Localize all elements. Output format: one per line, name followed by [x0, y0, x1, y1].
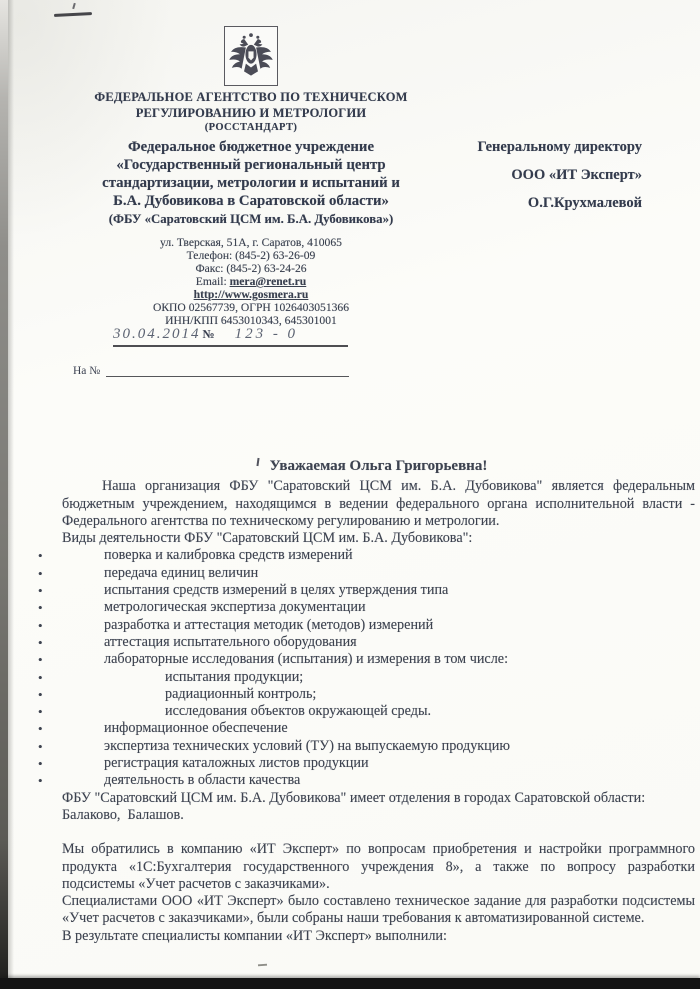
email-line	[56, 275, 446, 288]
org-short-name: (ФБУ «Саратовский ЦСМ им. Б.А. Дубовикова»)	[108, 212, 394, 226]
bullet-icon: •	[38, 548, 43, 564]
activity-text: метрологическая экспертиза документации	[104, 599, 366, 616]
activity-text: поверка и калибровка средств измерений	[104, 547, 353, 564]
addressee-company: ООО «ИТ Эксперт»	[511, 167, 642, 183]
pen-mark-dash	[54, 12, 92, 17]
letter-body	[38, 458, 695, 945]
activities-intro: Виды деятельности ФБУ "Саратовский ЦСМ им. Б.А. Дубовикова":	[62, 530, 473, 547]
activity-item	[38, 599, 695, 616]
org-name-line: «Государственный региональный центр	[116, 157, 386, 173]
activity-text: передача единиц величин	[104, 564, 259, 581]
activity-text: информационное обеспечение	[104, 720, 288, 737]
bullet-icon: •	[38, 756, 43, 772]
scan-edge-bottom	[0, 978, 700, 989]
activity-text: экспертиза технических условий (ТУ) на выпускаемую продукцию	[104, 737, 510, 754]
agency-line: РЕГУЛИРОВАНИЮ И МЕТРОЛОГИИ	[135, 105, 367, 120]
stray-scan-mark	[258, 964, 267, 967]
okpo-ogrn-line: ОКПО 02567739, ОГРН 1026403051366	[152, 301, 350, 314]
activity-item	[38, 737, 695, 755]
branches-line-2: Балаково, Балашов.	[62, 806, 184, 823]
bullet-icon: •	[38, 721, 43, 737]
scan-edge-left	[0, 0, 8, 989]
activity-item	[38, 582, 695, 599]
activity-text: радиационный контроль;	[165, 685, 317, 702]
bullet-icon: •	[38, 565, 43, 581]
incoming-reference	[73, 360, 349, 377]
reply-label: На №	[73, 365, 101, 377]
bullet-icon: •	[38, 634, 43, 650]
outgoing-date-handwritten: 30.04.2014	[113, 326, 201, 342]
bullet-icon: •	[38, 669, 43, 685]
org-name-line: Б.А. Дубовикова в Саратовской области»	[113, 193, 389, 209]
activity-text: лабораторные исследования (испытания) и измерения в том числе:	[104, 651, 509, 668]
bullet-icon: •	[38, 773, 43, 789]
paragraph-request: Мы обратились в компанию «ИТ Эксперт» по вопросам приобретения и настройки программного продукта «1С:Бухгалтерия государственного учреждения 8», а также по вопросу разработки подсистемы «Учет расчетов с заказчиками».	[62, 841, 695, 892]
fax-line: Факс: (845-2) 63-24-26	[195, 262, 307, 275]
scan-edge-left-fade	[8, 0, 14, 989]
number-sign: №	[202, 327, 215, 341]
address-line: ул. Тверская, 51А, г. Саратов, 410065	[160, 236, 342, 249]
outgoing-reference	[113, 326, 348, 347]
org-name-line: Федеральное бюджетное учреждение	[127, 139, 375, 155]
agency-name	[56, 90, 446, 134]
org-name-line: стандартизации, метрологии и испытаний и	[102, 175, 400, 191]
bullet-icon: •	[38, 617, 43, 633]
activity-text: деятельность в области качества	[104, 772, 301, 789]
activity-item	[38, 772, 695, 789]
activity-item	[38, 564, 695, 582]
branches-line-1: ФБУ "Саратовский ЦСМ им. Б.А. Дубовикова" имеет отделения в городах Саратовской области:	[62, 789, 646, 806]
activity-item	[38, 685, 695, 703]
contact-block	[56, 236, 446, 327]
outgoing-number-handwritten: 123 - 0	[234, 326, 299, 342]
letterhead	[56, 26, 446, 327]
activity-text: аттестация испытательного оборудования	[104, 633, 357, 650]
activity-item	[38, 616, 695, 634]
phone-line: Телефон: (845-2) 63-26-09	[186, 249, 316, 262]
coat-of-arms	[224, 26, 278, 86]
activities-list	[38, 547, 695, 789]
activity-item	[38, 755, 695, 772]
paragraph-intro: Наша организация ФБУ "Саратовский ЦСМ им. Б.А. Дубовикова" является федеральным бюджетным учреждением, находящимся в ведении федерального органа исполнительной власти - Федерального агентства по техническому регулированию и метрологии.	[62, 478, 695, 529]
addressee-person: О.Г.Крухмалевой	[527, 195, 642, 211]
activity-text: испытания средств измерений в целях утверждения типа	[104, 582, 449, 599]
bullet-icon: •	[38, 652, 43, 668]
bullet-icon: •	[38, 600, 43, 616]
activity-item	[38, 720, 695, 737]
email-address: mera@renet.ru	[229, 275, 307, 288]
bullet-icon: •	[38, 704, 43, 720]
pen-mark-tick	[72, 3, 76, 9]
activity-text: регистрация каталожных листов продукции	[104, 755, 369, 772]
bullet-icon: •	[38, 738, 43, 754]
activity-item	[38, 651, 695, 668]
reply-blank-line	[106, 362, 349, 377]
addressee-title: Генеральному директору	[477, 139, 642, 155]
paragraph-result: В результате специалисты компании «ИТ Эксперт» выполнили:	[62, 927, 447, 944]
activity-item	[38, 547, 695, 564]
activity-text: испытания продукции;	[165, 668, 304, 685]
bullet-icon: •	[38, 583, 43, 599]
double-headed-eagle-icon	[228, 30, 274, 82]
inn-kpp-line: ИНН/КПП 6453010343, 645301001	[165, 314, 337, 327]
email-label: Email:	[195, 275, 227, 288]
activity-text: разработка и аттестация методик (методов) измерений	[104, 616, 434, 633]
org-name	[56, 138, 446, 228]
salutation: Уважаемая Ольга Григорьевна!	[269, 458, 488, 474]
activity-item	[38, 668, 695, 686]
agency-short-name: (РОССТАНДАРТ)	[204, 122, 298, 133]
activity-item	[38, 703, 695, 720]
addressee-block	[420, 133, 642, 217]
activity-item	[38, 633, 695, 651]
paragraph-spec: Специалистами ООО «ИТ Эксперт» было составлено техническое задание для разработки подсистемы «Учет расчетов с заказчиками», были собраны наши требования к автоматизированной системе.	[62, 893, 695, 927]
agency-line: ФЕДЕРАЛЬНОЕ АГЕНТСТВО ПО ТЕХНИЧЕСКОМ	[94, 90, 408, 104]
bullet-icon: •	[38, 686, 43, 702]
activity-text: исследования объектов окружающей среды.	[165, 703, 432, 720]
website-url: http://www.gosmera.ru	[193, 288, 309, 301]
